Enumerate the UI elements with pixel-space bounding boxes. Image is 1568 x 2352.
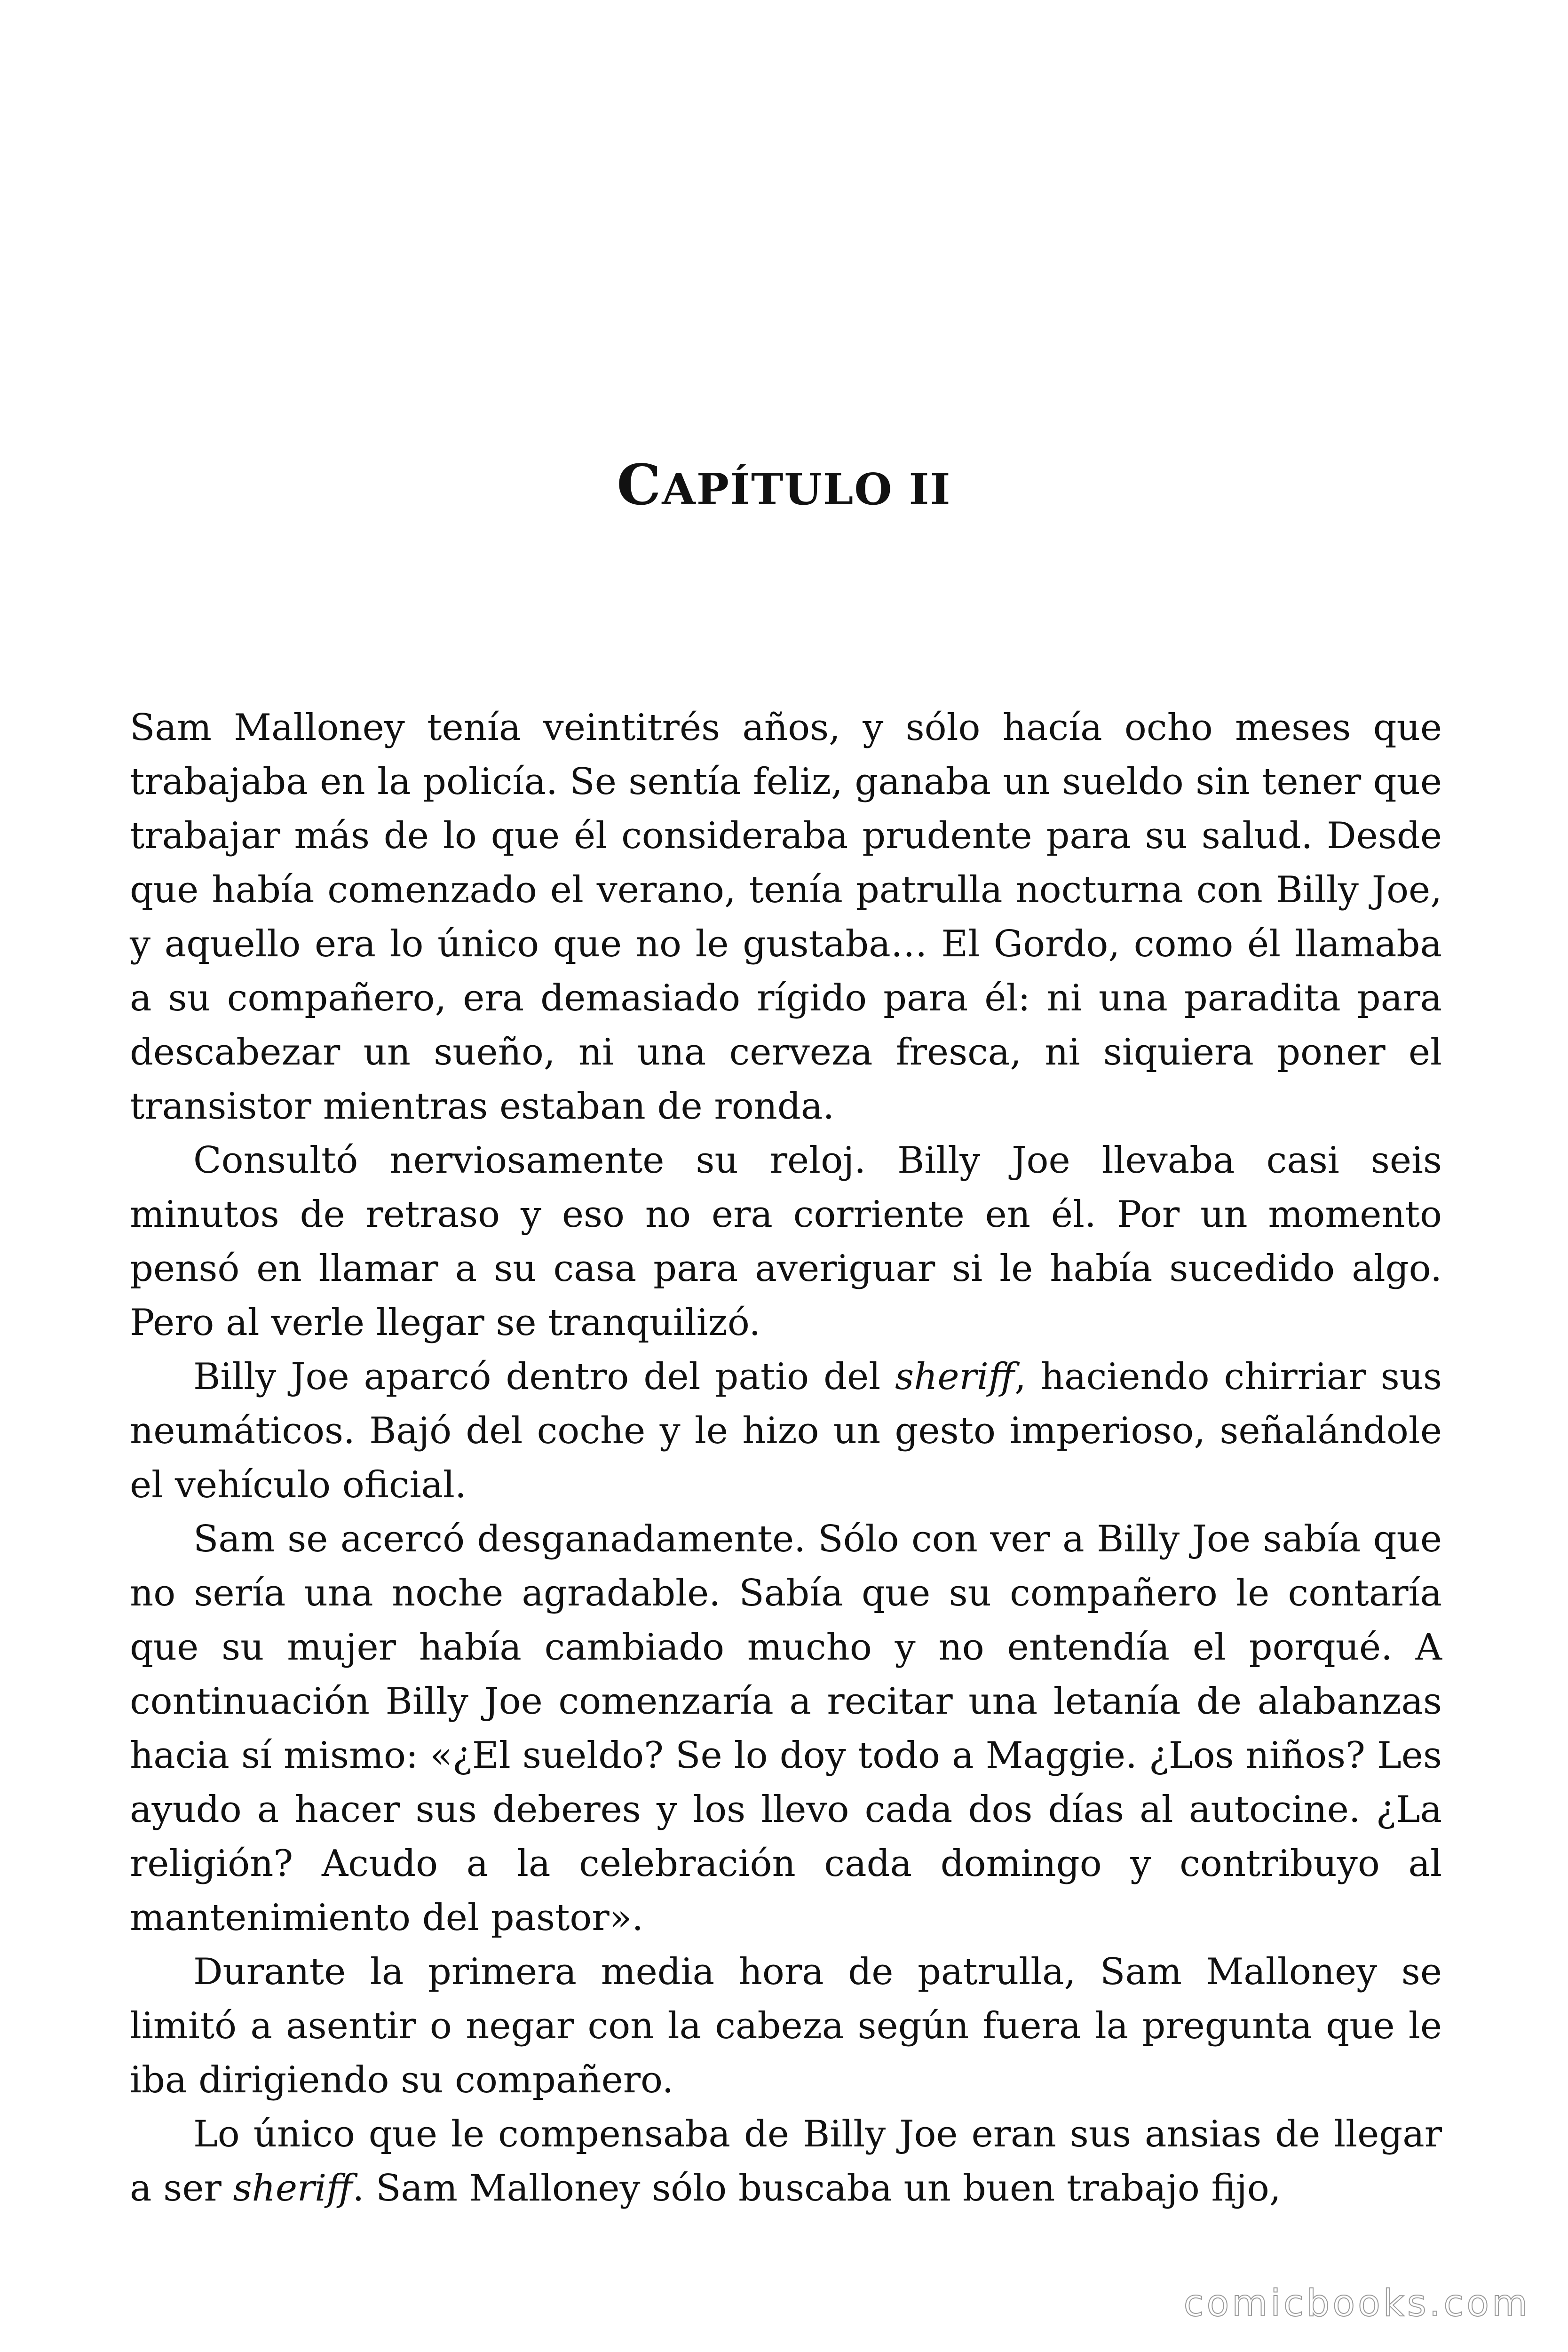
paragraph-text: Sam Malloney tenía veintitrés años, y sólo hacía ocho meses que trabajaba en la policía. Se sentía feliz, ganaba un sueldo sin tener que trabajar más de lo que él consideraba prudente para su salud. Desde que había comenzado el verano, tenía patrulla nocturna con Billy Joe, y aquello era lo único que no le gustaba… El Gordo, como él llamaba a su compañero, era demasiado rígido para él: ni una paradita para descabezar un sueño, ni una cerveza fresca, ni siquiera poner el transistor mientras estaban de ronda. (130, 707, 1442, 1128)
watermark: comicbooks.com (1183, 2282, 1530, 2325)
paragraph-text: Lo único que le compensaba de Billy Joe eran sus ansias de llegar a ser (130, 2113, 1442, 2209)
paragraph-6 (130, 2107, 1442, 2216)
paragraph-1 (130, 701, 1442, 1134)
italic-term: sheriff (895, 1356, 1015, 1398)
chapter-body (130, 701, 1442, 2216)
italic-term: sheriff (233, 2167, 353, 2209)
paragraph-5 (130, 1945, 1442, 2107)
paragraph-text: Durante la primera media hora de patrulla, Sam Malloney se limitó a asentir o negar con la cabeza según fuera la pregunta que le iba dirigiendo su compañero. (130, 1951, 1442, 2101)
paragraph-text: . Sam Malloney sólo buscaba un buen trabajo fijo, (352, 2167, 1281, 2209)
paragraph-text: Billy Joe aparcó dentro del patio del (193, 1356, 895, 1398)
paragraph-3 (130, 1350, 1442, 1512)
paragraph-4 (130, 1512, 1442, 1945)
chapter-title-rest: APÍTULO II (662, 464, 951, 515)
paragraph-text: Consultó nerviosamente su reloj. Billy Joe llevaba casi seis minutos de retraso y eso no era corriente en él. Por un momento pensó en llamar a su casa para averiguar si le había sucedido algo. Pero al verle llegar se tranquilizó. (130, 1139, 1442, 1344)
paragraph-2 (130, 1134, 1442, 1350)
paragraph-text: Sam se acercó desganadamente. Sólo con ver a Billy Joe sabía que no sería una noche agradable. Sabía que su compañero le contaría que su mujer había cambiado mucho y no entendía el porqué. A continuación Billy Joe comenzaría a recitar una letanía de alabanzas hacia sí mismo: «¿El sueldo? Se lo doy todo a Maggie. ¿Los niños? Les ayudo a hacer sus deberes y los llevo cada dos días al autocine. ¿La religión? Acudo a la celebración cada domingo y contribuyo al mantenimiento del pastor». (130, 1518, 1442, 1939)
chapter-title-initial: C (617, 452, 662, 517)
paragraph-text: , haciendo chirriar sus neumáticos. Bajó del coche y le hizo un gesto imperioso, señalándole el vehículo oficial. (130, 1356, 1442, 1506)
chapter-title (0, 452, 1568, 518)
